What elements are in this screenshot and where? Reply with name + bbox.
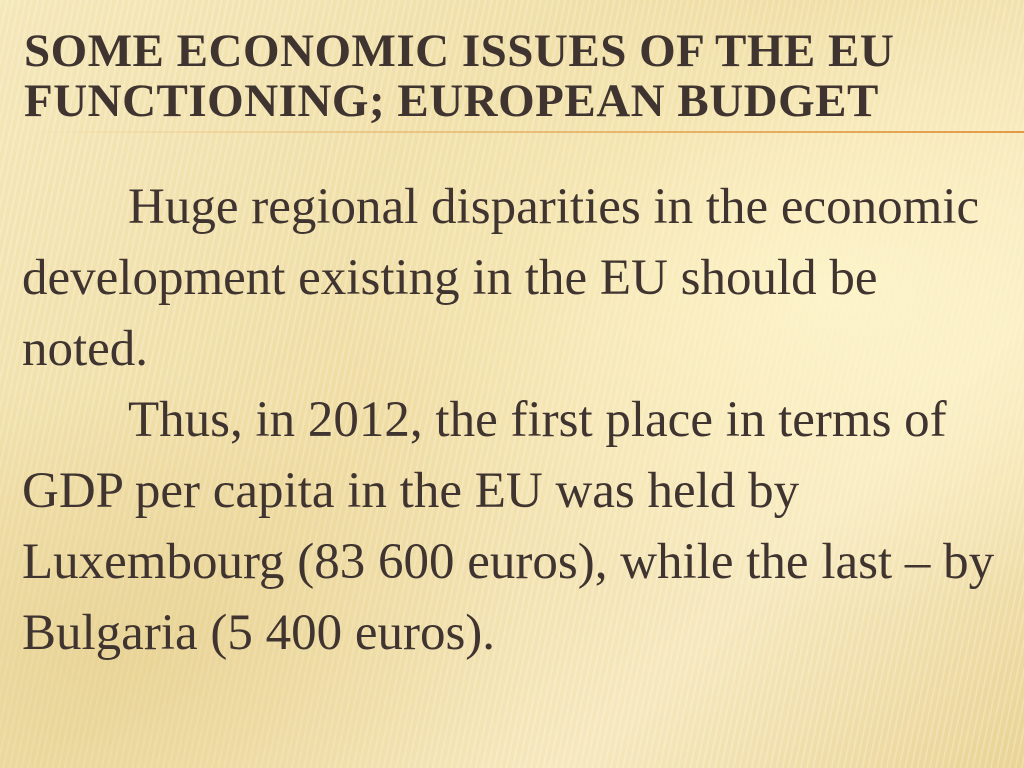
slide-title-line-2: FUNCTIONING; EUROPEAN BUDGET — [24, 75, 879, 127]
slide-title — [24, 26, 984, 126]
slide-body — [22, 172, 1002, 669]
body-paragraph-2: Thus, in 2012, the first place in terms of GDP per capita in the EU was held by Luxembourg (83 600 euros), while the last – by Bulgaria (5 400 euros). — [22, 392, 995, 661]
slide-title-line-1: SOME ECONOMIC ISSUES OF THE EU — [24, 25, 895, 77]
body-paragraph-1: Huge regional disparities in the economic development existing in the EU should be noted. — [22, 179, 980, 377]
title-underline-rule — [24, 131, 1024, 133]
